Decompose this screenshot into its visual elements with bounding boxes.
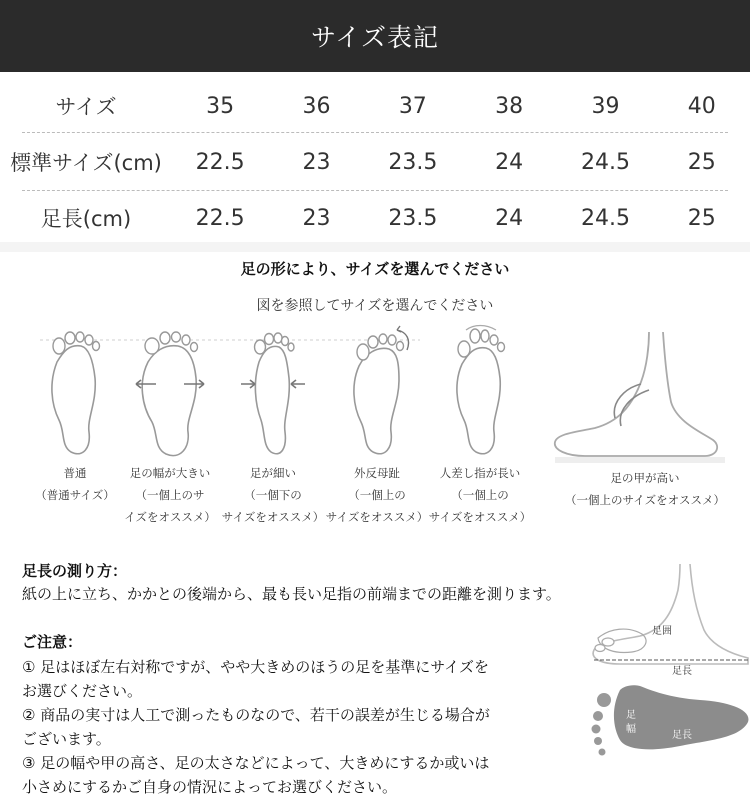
table-cell: 24.5 [580, 205, 630, 231]
table-cell: 36 [302, 93, 331, 119]
foot-type-high-instep [540, 322, 750, 511]
width-label-top: 足 [626, 710, 636, 721]
caption-line: 人差し指が長い [439, 466, 521, 480]
foot-type-wide [115, 322, 225, 528]
narrow-foot-icon [233, 322, 313, 462]
normal-foot-icon [35, 322, 115, 462]
foot-type-normal [20, 322, 130, 506]
caption-line: （一個上の [348, 488, 406, 502]
note-line: ② 商品の実寸は人工で測ったものなので、若干の誤差が生じる場合が [22, 706, 490, 724]
table-cell: 24 [495, 205, 524, 231]
high-instep-foot-icon [545, 322, 745, 467]
table-cell: 35 [206, 93, 235, 119]
note-line: お選びください。 [22, 682, 143, 700]
note-line: ③ 足の幅や甲の高さ、足の太さなどによって、大きめにするか或いは [22, 754, 490, 772]
table-cell: 23.5 [388, 149, 438, 175]
table-cell: 25 [687, 149, 716, 175]
guide-subtitle: 図を参照してサイズを選んでください [256, 298, 494, 314]
table-row-size [0, 78, 750, 134]
note-line: ございます。 [22, 730, 111, 748]
note-line: 小さめにするかご自身の情況によってお選びください。 [22, 778, 398, 796]
width-label-bottom: 幅 [626, 724, 636, 735]
caption-line: 足が細い [250, 466, 296, 480]
caption-line: 足の幅が大きい [129, 466, 211, 480]
caption-line: サイズをオススメ） [325, 510, 429, 524]
footprint-length-label: 足長 [672, 730, 692, 741]
header-title: サイズ表記 [310, 23, 439, 52]
row-divider [22, 132, 728, 133]
row-label: 標準サイズ(cm) [10, 151, 162, 175]
girth-label: 足囲 [652, 626, 672, 637]
table-cell: 39 [591, 93, 620, 119]
note-line: ① 足はほぼ左右対称ですが、やや大きめのほうの足を基準にサイズを [22, 658, 490, 676]
notes-title: ご注意： [22, 633, 83, 651]
foot-type-narrow [218, 322, 328, 528]
caption-line: 普通 [63, 466, 87, 480]
caption-line: （一個上のサ [135, 488, 205, 502]
caption-line: イズをオススメ） [124, 510, 216, 524]
table-cell: 24 [495, 149, 524, 175]
table-cell: 25 [687, 205, 716, 231]
foot-type-gallery [0, 322, 750, 532]
caption-line: 足の甲が高い [610, 471, 680, 485]
caption-line: （普通サイズ） [35, 488, 115, 502]
foot-measure-diagram [580, 560, 750, 800]
row-divider [22, 190, 728, 191]
caption-line: （一個上のサイズをオススメ） [565, 493, 725, 507]
foot-type-bunion [322, 322, 432, 528]
section-separator [0, 242, 750, 252]
table-cell: 22.5 [195, 205, 245, 231]
length-label: 足長 [672, 666, 692, 677]
table-cell: 24.5 [580, 149, 630, 175]
caption-line: （一個下の [244, 488, 302, 502]
caption-line: 外反母趾 [354, 466, 400, 480]
caption-line: サイズをオススメ） [428, 510, 532, 524]
guide-title: 足の形により、サイズを選んでください [240, 260, 510, 278]
table-row-foot-length [0, 190, 750, 246]
bunion-foot-icon [337, 322, 417, 462]
measure-instructions: 紙の上に立ち、かかとの後端から、最も長い足指の前端までの距離を測ります。 [22, 585, 561, 603]
table-cell: 40 [687, 93, 716, 119]
wide-foot-icon [130, 322, 210, 462]
size-chart-header [0, 0, 750, 72]
foot-type-long-second-toe [425, 322, 535, 528]
size-table [0, 78, 750, 246]
table-cell: 23 [302, 205, 331, 231]
row-label: 足長(cm) [40, 207, 132, 231]
table-cell: 22.5 [195, 149, 245, 175]
table-cell: 38 [495, 93, 524, 119]
caption-line: （一個上の [451, 488, 509, 502]
caption-line: サイズをオススメ） [221, 510, 325, 524]
measurement-illustration [580, 560, 750, 800]
measure-title: 足長の測り方： [22, 562, 128, 580]
table-cell: 37 [398, 93, 427, 119]
table-cell: 23.5 [388, 205, 438, 231]
table-cell: 23 [302, 149, 331, 175]
long-toe-foot-icon [440, 322, 520, 462]
table-row-standard [0, 134, 750, 190]
row-label: サイズ [55, 95, 117, 119]
